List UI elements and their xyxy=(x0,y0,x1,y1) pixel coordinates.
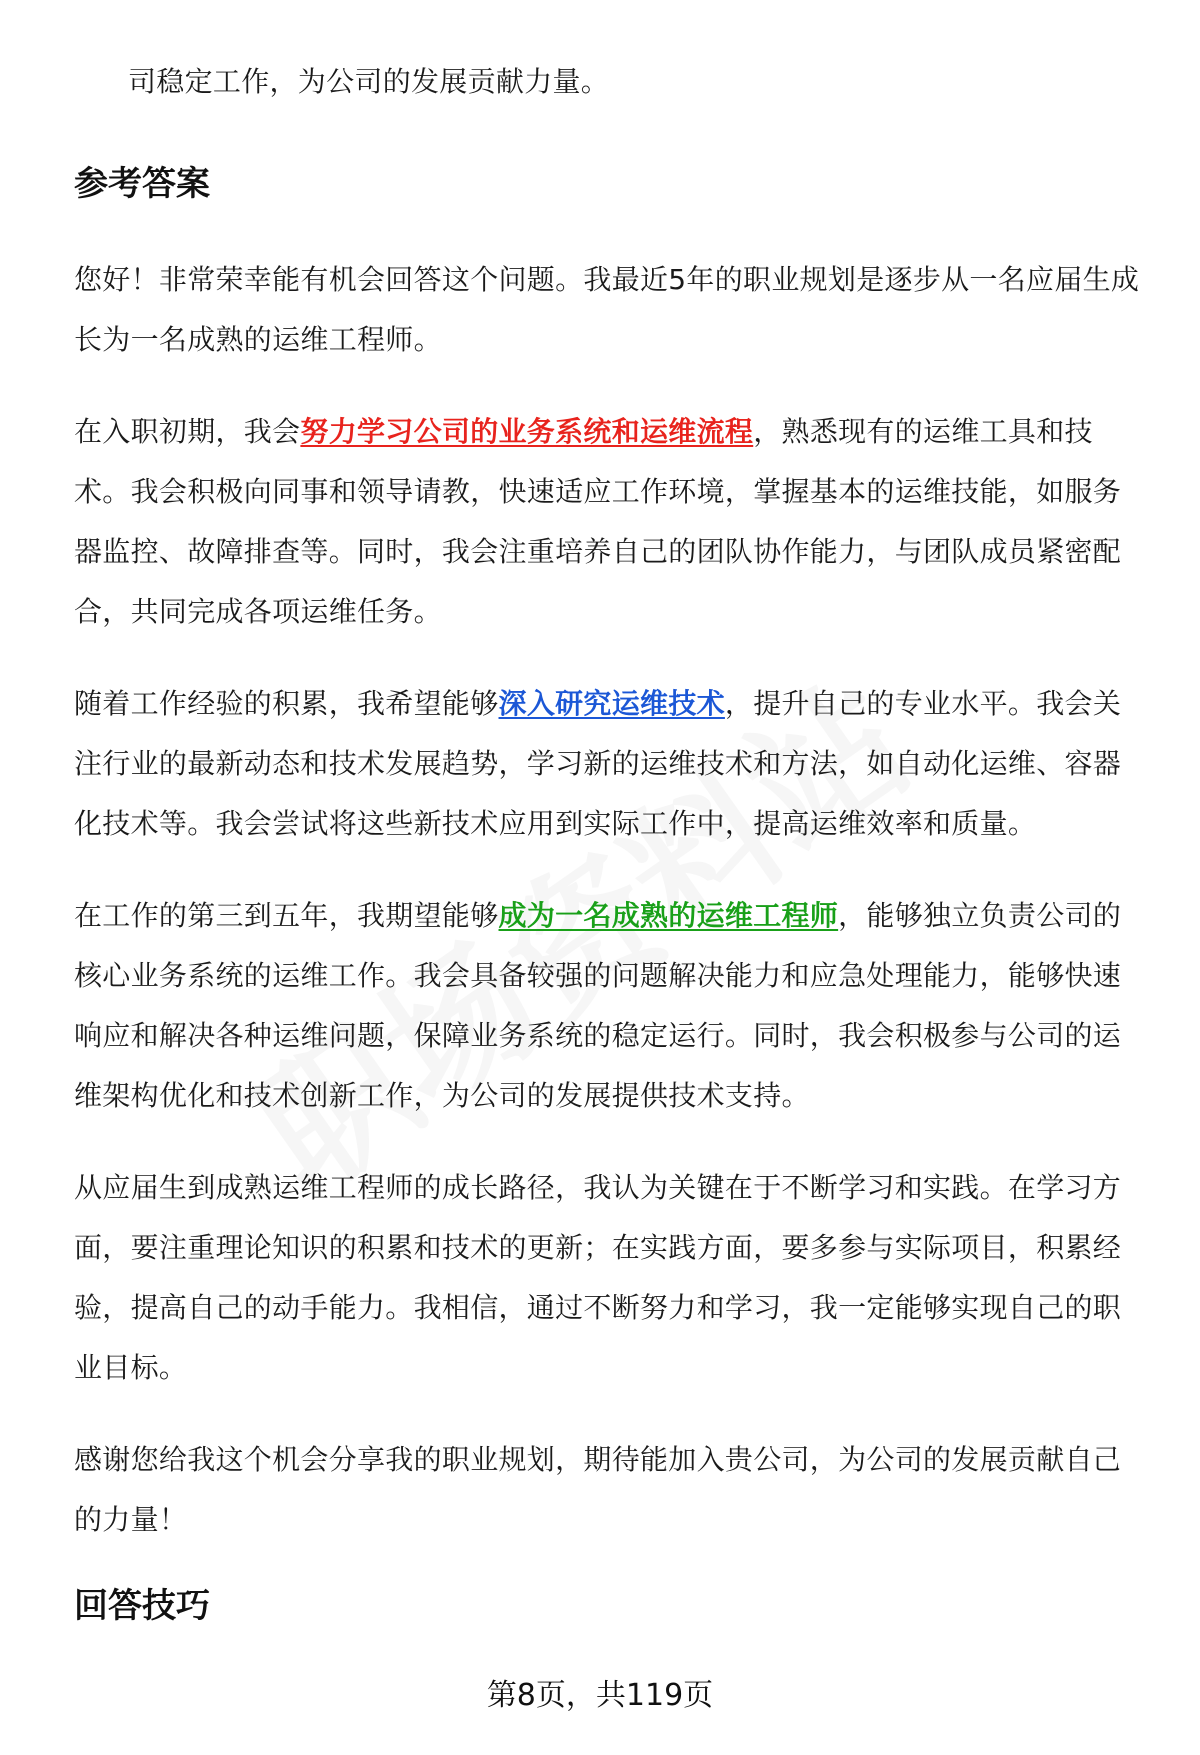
paragraph-text: 从应届生到成熟运维工程师的成长路径，我认为关键在于不断学习和实践。在学习方面，要注重理论知识的积累和技术的更新；在实践方面，要多参与实际项目，积累经验，提高自己的动手能力。我相信，通过不断努力和学习，我一定能够实现自己的职业目标。 xyxy=(74,1171,1122,1384)
highlight-mature-engineer: 成为一名成熟的运维工程师 xyxy=(498,899,839,932)
paragraph-text: 随着工作经验的积累，我希望能够 xyxy=(74,687,499,720)
answer-body xyxy=(74,250,1146,1582)
highlight-learn-systems: 努力学习公司的业务系统和运维流程 xyxy=(300,415,754,448)
document-page xyxy=(74,0,1146,1626)
paragraph-text: ，提升自己的专业水平。我会关注行业的最新动态和技术发展趋势，学习新的运维技术和方法，如自动化运维、容器化技术等。我会尝试将这些新技术应用到实际工作中，提高运维效率和质量。 xyxy=(74,687,1122,840)
page-number-footer: 第8页，共119页 xyxy=(486,1678,714,1713)
paragraph-mid-stage xyxy=(74,674,1146,854)
paragraph-text: 感谢您给我这个机会分享我的职业规划，期待能加入贵公司，为公司的发展贡献自己的力量！ xyxy=(74,1443,1122,1536)
paragraph-text: 在入职初期，我会 xyxy=(74,415,301,448)
paragraph-text: ，熟悉现有的运维工具和技术。我会积极向同事和领导请教，快速适应工作环境，掌握基本的运维技能，如服务器监控、故障排查等。同时，我会注重培养自己的团队协作能力，与团队成员紧密配合，共同完成各项运维任务。 xyxy=(74,415,1122,628)
paragraph-text: 在工作的第三到五年，我期望能够 xyxy=(74,899,499,932)
paragraph-thanks xyxy=(74,1430,1146,1550)
paragraph-early-stage xyxy=(74,402,1146,642)
section-title-answer-tips: 回答技巧 xyxy=(74,1586,210,1626)
section-title-reference-answer: 参考答案 xyxy=(74,164,210,204)
highlight-deep-research: 深入研究运维技术 xyxy=(498,687,725,720)
paragraph-late-stage xyxy=(74,886,1146,1126)
intro-line: 司稳定工作，为公司的发展贡献力量。 xyxy=(128,65,610,98)
paragraph-growth-path xyxy=(74,1158,1146,1398)
paragraph-text: ，能够独立负责公司的核心业务系统的运维工作。我会具备较强的问题解决能力和应急处理能力，能够快速响应和解决各种运维问题，保障业务系统的稳定运行。同时，我会积极参与公司的运维架构优化和技术创新工作，为公司的发展提供技术支持。 xyxy=(74,899,1122,1112)
paragraph-greeting xyxy=(74,250,1146,370)
paragraph-text: 您好！非常荣幸能有机会回答这个问题。我最近5年的职业规划是逐步从一名应届生成长为一名成熟的运维工程师。 xyxy=(74,263,1140,356)
